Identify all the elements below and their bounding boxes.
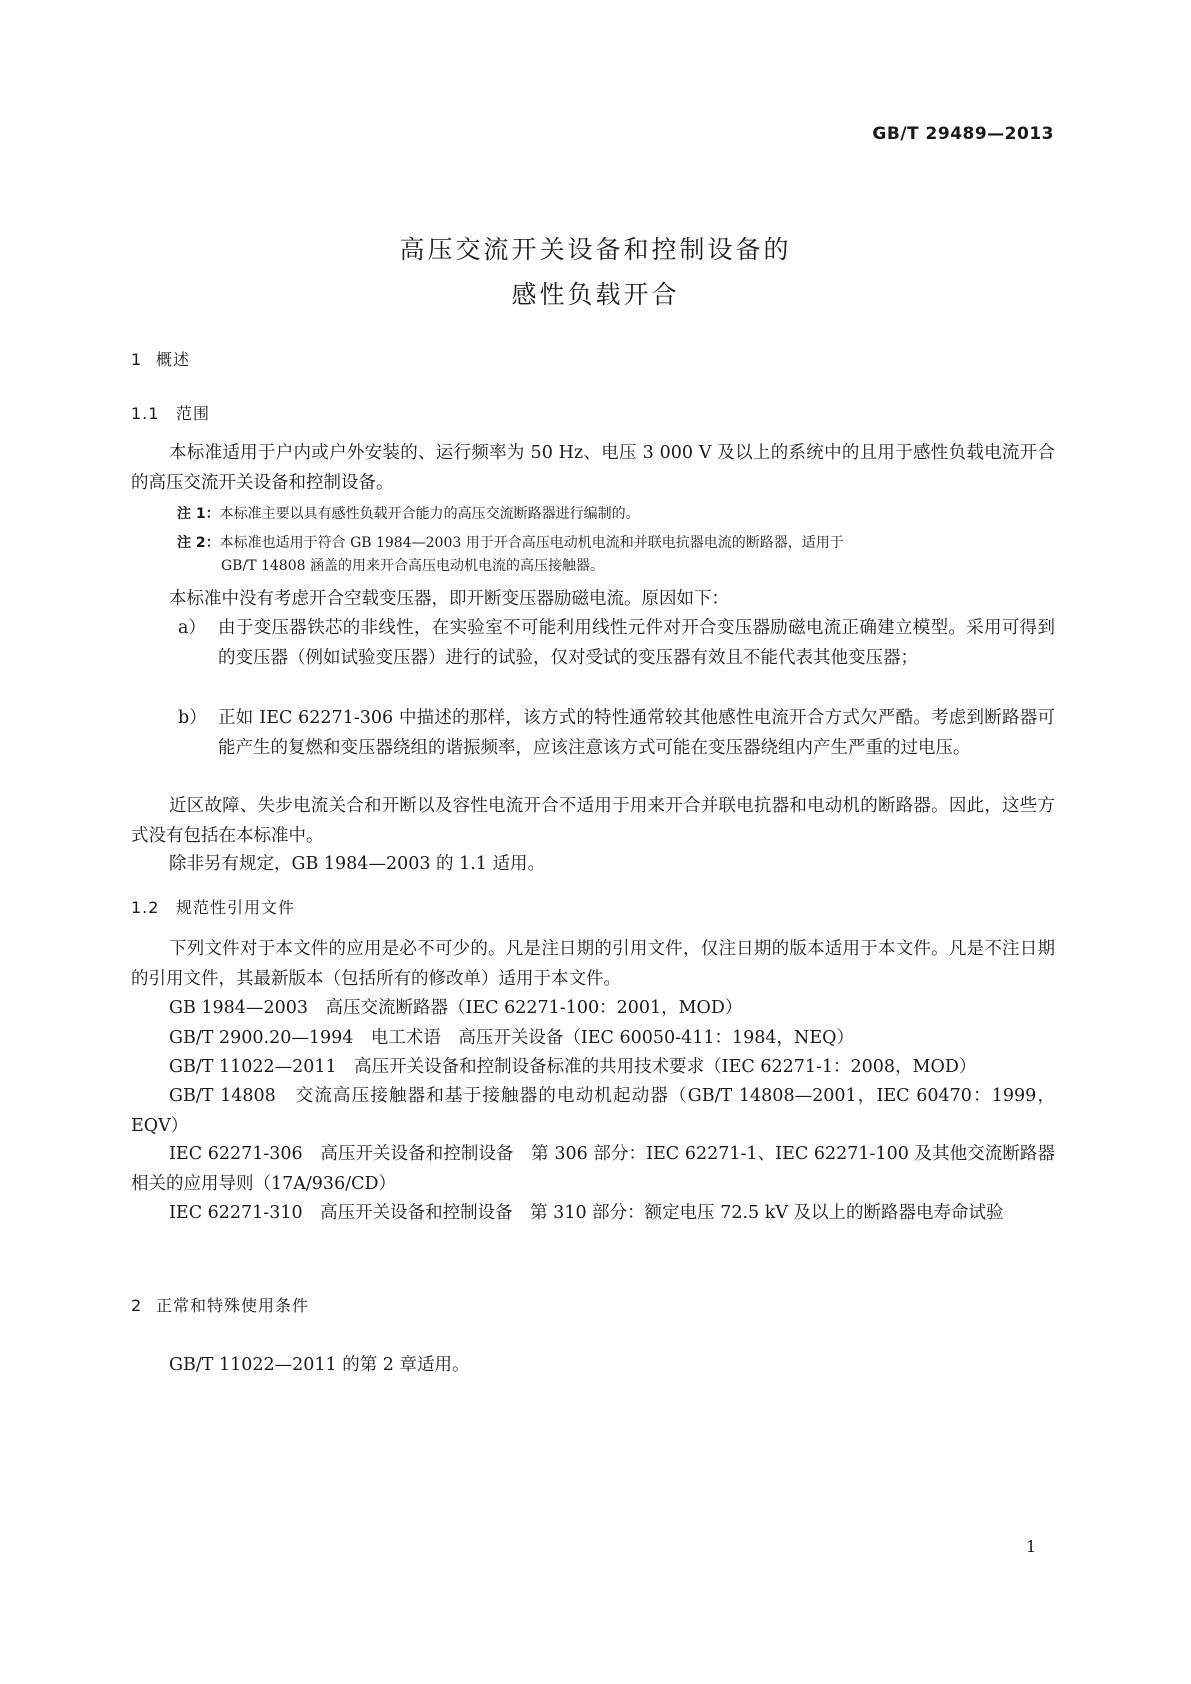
section-heading-2 xyxy=(131,1293,309,1316)
paragraph: 下列文件对于本文件的应用是必不可少的。凡是注日期的引用文件，仅注日期的版本适用于本文件。凡是不注日期的引用文件，其最新版本（包括所有的修改单）适用于本文件。 xyxy=(131,939,1055,989)
list-item-a xyxy=(178,613,1055,673)
reference-item: GB/T 14808 交流高压接触器和基于接触器的电动机起动器（GB/T 14808—2001，IEC 60470：1999，EQV） xyxy=(131,1086,1055,1136)
reference-item: GB/T 2900.20—1994 电工术语 高压开关设备（IEC 60050-411：1984，NEQ） xyxy=(169,1028,854,1048)
list-marker: a） xyxy=(178,618,206,638)
note-label: 注 1： xyxy=(177,506,220,522)
paragraph: 除非另有规定，GB 1984—2003 的 1.1 适用。 xyxy=(169,854,545,874)
section-title: 规范性引用文件 xyxy=(176,898,296,917)
section-number: 1.1 xyxy=(131,404,160,423)
section-heading-1-1 xyxy=(131,401,210,424)
section-title: 范围 xyxy=(176,404,211,423)
list-item-text: 正如 IEC 62271-306 中描述的那样，该方式的特性通常较其他感性电流开合方式欠严酷。考虑到断路器可能产生的复燃和变压器绕组的谐振频率，应该注意该方式可能在变压器绕组内产生严重的过电压。 xyxy=(218,708,1055,758)
note-text-line-2: GB/T 14808 涵盖的用来开合高压电动机电流的高压接触器。 xyxy=(221,558,604,574)
section-heading-1 xyxy=(131,347,190,370)
document-title-line-2: 感性负载开合 xyxy=(511,280,680,309)
page-number: 1 xyxy=(1026,1537,1037,1556)
reference-item: GB 1984—2003 高压交流断路器（IEC 62271-100：2001，MOD） xyxy=(169,998,743,1018)
paragraph: 近区故障、失步电流关合和开断以及容性电流开合不适用于用来开合并联电抗器和电动机的断路器。因此，这些方式没有包括在本标准中。 xyxy=(131,796,1055,846)
section-heading-1-2 xyxy=(131,895,295,918)
paragraph: 本标准中没有考虑开合空载变压器，即开断变压器励磁电流。原因如下： xyxy=(169,589,729,609)
note-text-line-1: 本标准也适用于符合 GB 1984—2003 用于开合高压电动机电流和并联电抗器电流的断路器，适用于 xyxy=(219,535,844,551)
note-2 xyxy=(177,532,1057,578)
section-title: 概述 xyxy=(156,350,191,369)
paragraph: 本标准适用于户内或户外安装的、运行频率为 50 Hz、电压 3 000 V 及以上的系统中的且用于感性负载电流开合的高压交流开关设备和控制设备。 xyxy=(131,443,1055,493)
paragraph: GB/T 11022—2011 的第 2 章适用。 xyxy=(169,1355,470,1375)
section-number: 1 xyxy=(131,350,143,369)
reference-item: IEC 62271-306 高压开关设备和控制设备 第 306 部分：IEC 62271-1、IEC 62271-100 及其他交流断路器相关的应用导则（17A/936/CD） xyxy=(131,1144,1055,1194)
reference-item: IEC 62271-310 高压开关设备和控制设备 第 310 部分：额定电压 72.5 kV 及以上的断路器电寿命试验 xyxy=(169,1203,1004,1223)
note-label: 注 2： xyxy=(177,535,220,551)
document-title-line-1: 高压交流开关设备和控制设备的 xyxy=(399,235,792,264)
note-1 xyxy=(177,503,1057,526)
section-title: 正常和特殊使用条件 xyxy=(156,1296,310,1315)
note-text: 本标准主要以具有感性负载开合能力的高压交流断路器进行编制的。 xyxy=(219,506,640,522)
list-item-b xyxy=(178,703,1055,763)
list-item-text: 由于变压器铁芯的非线性，在实验室不可能利用线性元件对开合变压器励磁电流正确建立模型。采用可得到的变压器（例如试验变压器）进行的试验，仅对受试的变压器有效且不能代表其他变压器； xyxy=(218,618,1055,668)
document-code: GB/T 29489—2013 xyxy=(872,124,1054,144)
reference-item: GB/T 11022—2011 高压开关设备和控制设备标准的共用技术要求（IEC 62271-1：2008，MOD） xyxy=(169,1057,977,1077)
list-marker: b） xyxy=(178,708,207,728)
section-number: 2 xyxy=(131,1296,143,1315)
section-number: 1.2 xyxy=(131,898,160,917)
